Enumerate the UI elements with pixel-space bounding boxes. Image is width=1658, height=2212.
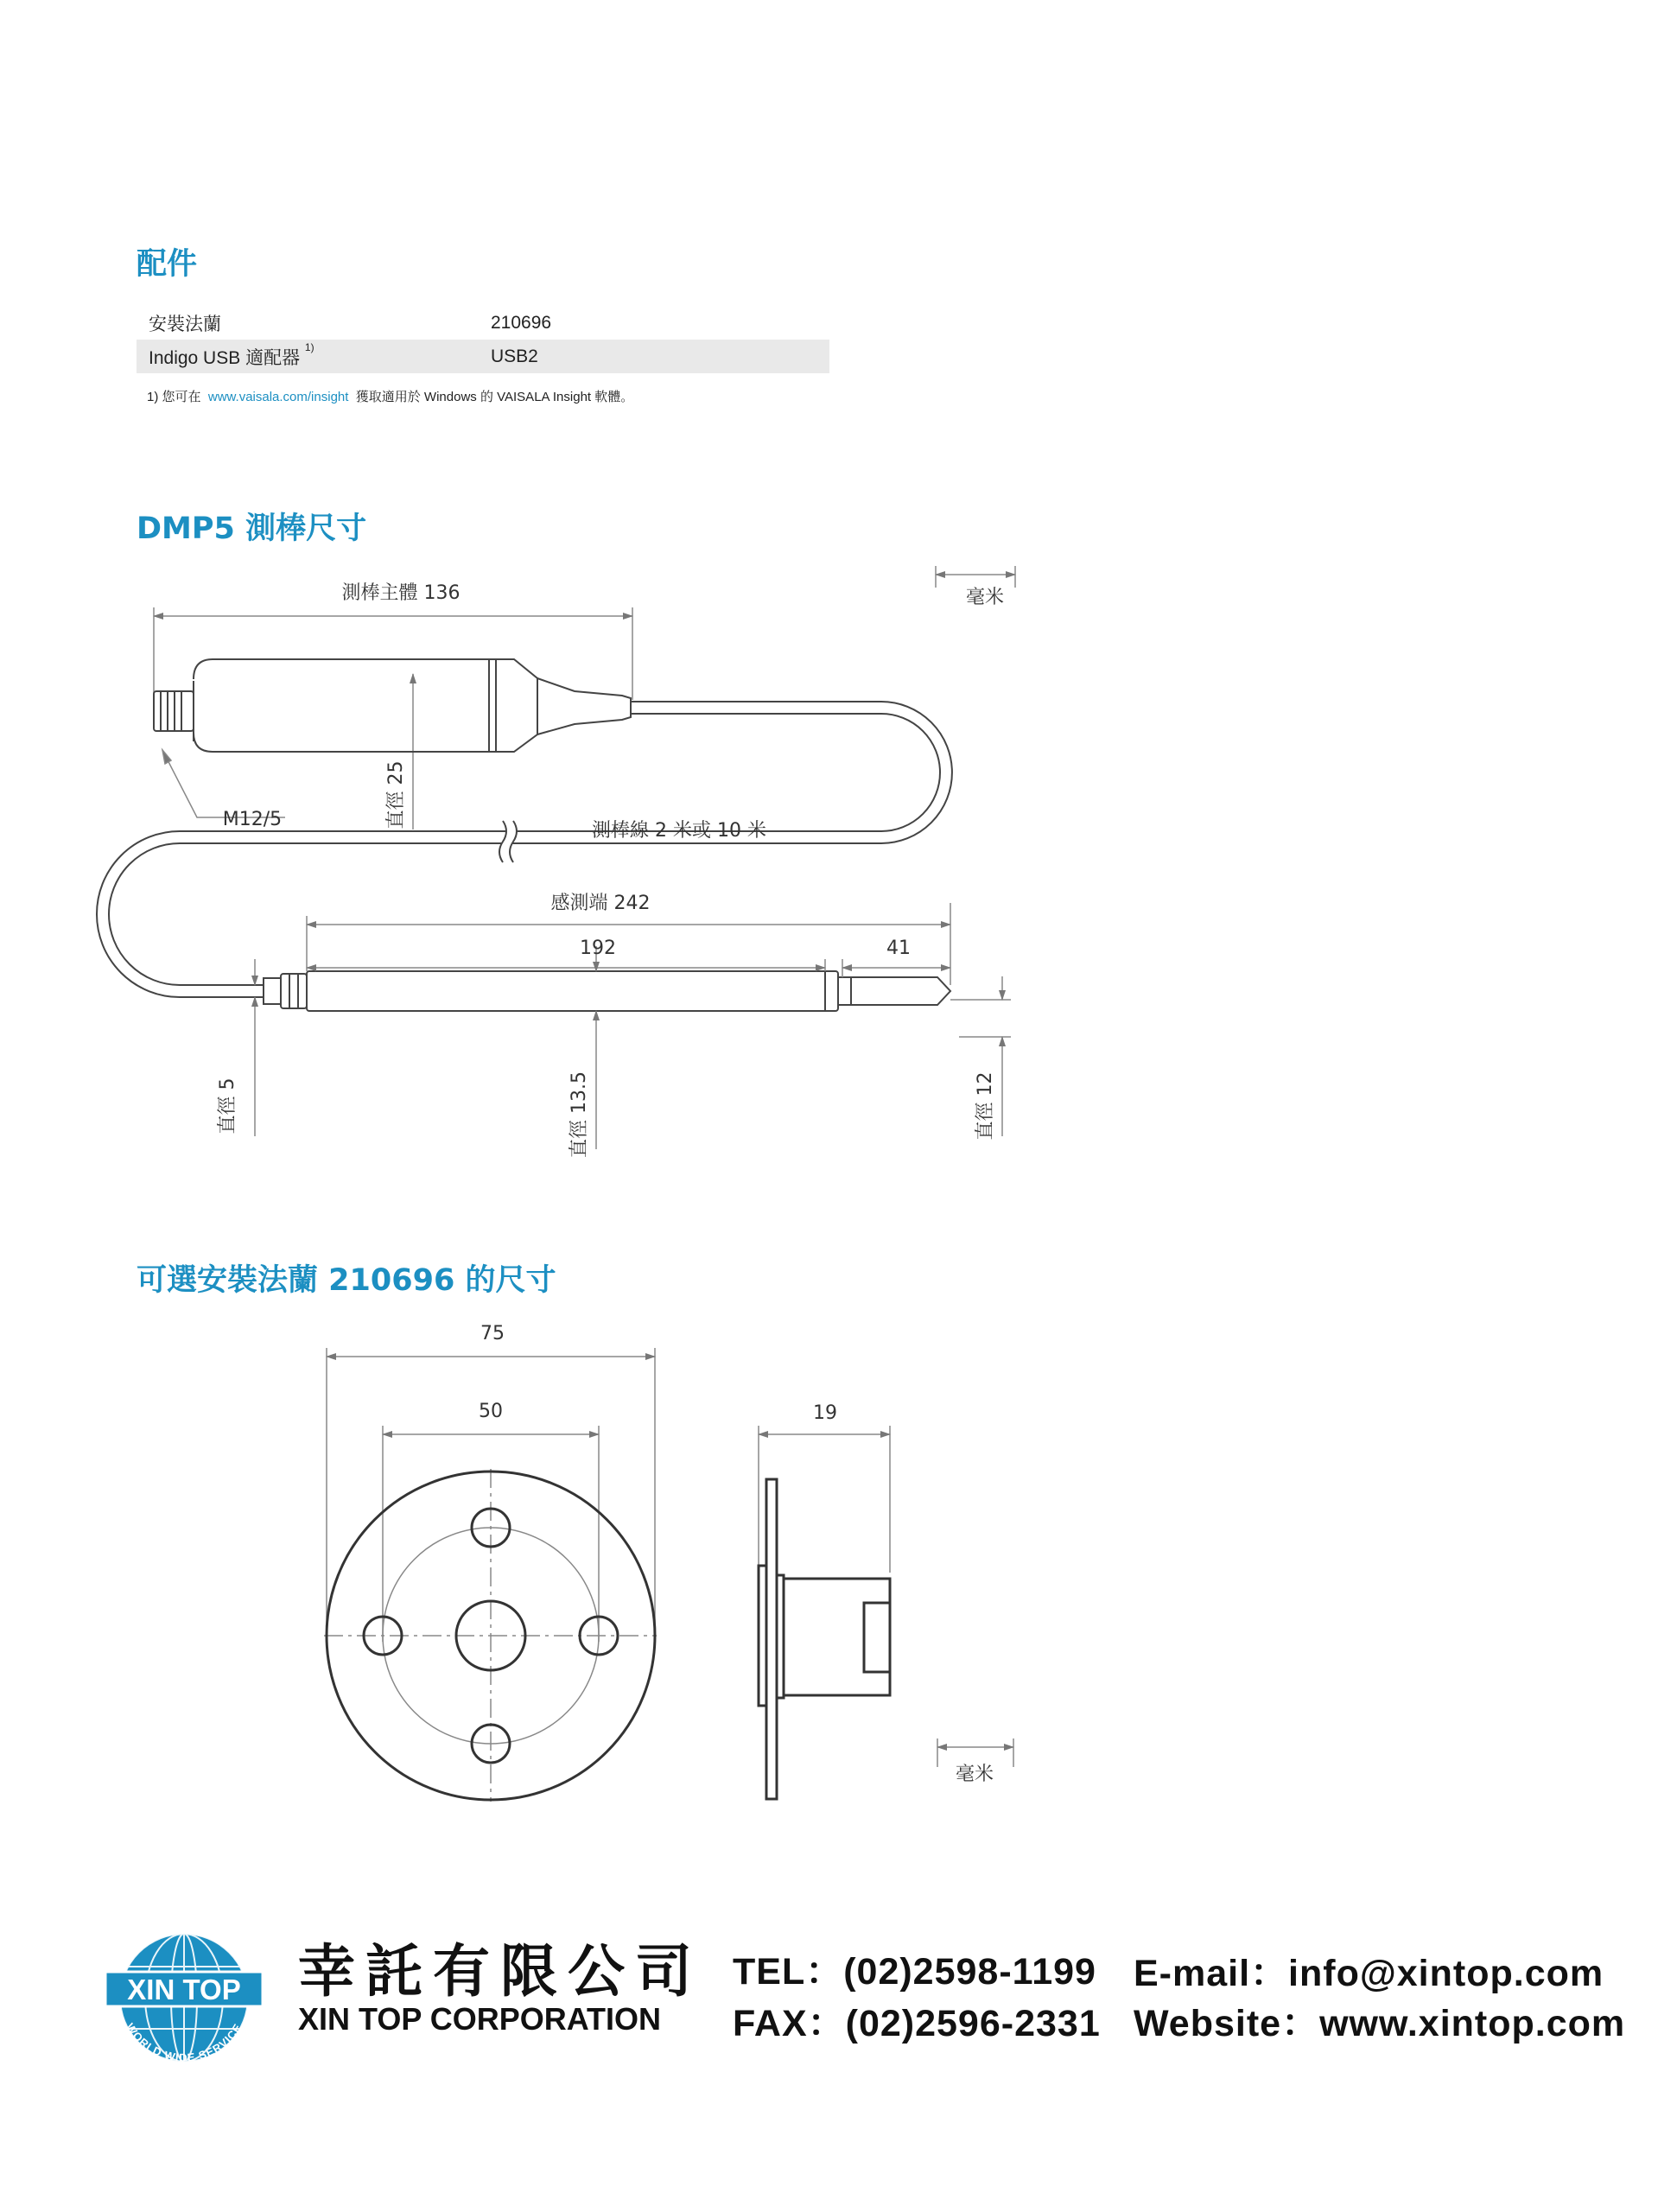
body-diameter-label: 直徑 25 — [385, 760, 407, 830]
accessory-name-text: Indigo USB 適配器 — [149, 347, 301, 368]
probe-body — [154, 659, 631, 752]
probe-cable — [97, 702, 952, 997]
flange-bolt-circle-label: 50 — [479, 1401, 503, 1422]
unit-label: 毫米 — [965, 587, 1005, 608]
cable-break — [499, 821, 517, 862]
logo-ring-text: WORLD WIDE SERVICE — [123, 2020, 245, 2063]
probe-heading: DMP5 測棒尺寸 — [137, 512, 367, 546]
company-name-cn: 幸託有限公司 — [298, 1938, 702, 2005]
insight-link[interactable]: www.vaisala.com/insight — [207, 390, 349, 404]
footnote-marker: 1) — [304, 340, 314, 353]
tube-diameter-label: 直徑 13.5 — [569, 1071, 590, 1158]
tel: TEL：(02)2598-1199 — [733, 1951, 1096, 1993]
tip-diameter-label: 直徑 12 — [975, 1071, 996, 1141]
accessory-name: 安裝法蘭 — [149, 314, 221, 334]
website[interactable]: Website：www.xintop.com — [1134, 2003, 1626, 2044]
connector-label: M12/5 — [222, 809, 283, 830]
xintop-logo — [105, 1932, 263, 2063]
logo-text: XIN TOP — [127, 1974, 241, 2005]
footnote-suffix: 獲取適用於 Windows 的 VAISALA Insight 軟體。 — [355, 390, 634, 404]
sensor-end — [264, 971, 950, 1011]
email[interactable]: E-mail：info@xintop.com — [1134, 1953, 1604, 1994]
flange-side-view — [759, 1426, 1013, 1799]
flange-depth-label: 19 — [813, 1402, 837, 1424]
body-length-label: 測棒主體 136 — [341, 582, 461, 604]
flange-unit-label: 毫米 — [955, 1764, 994, 1785]
len-41-label: 41 — [886, 938, 911, 959]
fax: FAX：(02)2596-2331 — [733, 2003, 1101, 2044]
cable-diameter-label: 直徑 5 — [217, 1077, 238, 1135]
len-192-label: 192 — [580, 938, 616, 959]
flange-heading: 可選安裝法蘭 210696 的尺寸 — [137, 1263, 556, 1298]
flange-outer-label: 75 — [480, 1323, 505, 1344]
company-name-en: XIN TOP CORPORATION — [298, 2001, 662, 2037]
cable-label: 測棒線 2 米或 10 米 — [592, 820, 766, 842]
accessory-code: 210696 — [491, 312, 552, 333]
sensor-length-label: 感測端 242 — [550, 893, 651, 914]
accessories-heading: 配件 — [137, 247, 198, 282]
footnote-prefix: 1) 您可在 — [147, 390, 201, 404]
accessory-code: USB2 — [491, 340, 829, 373]
